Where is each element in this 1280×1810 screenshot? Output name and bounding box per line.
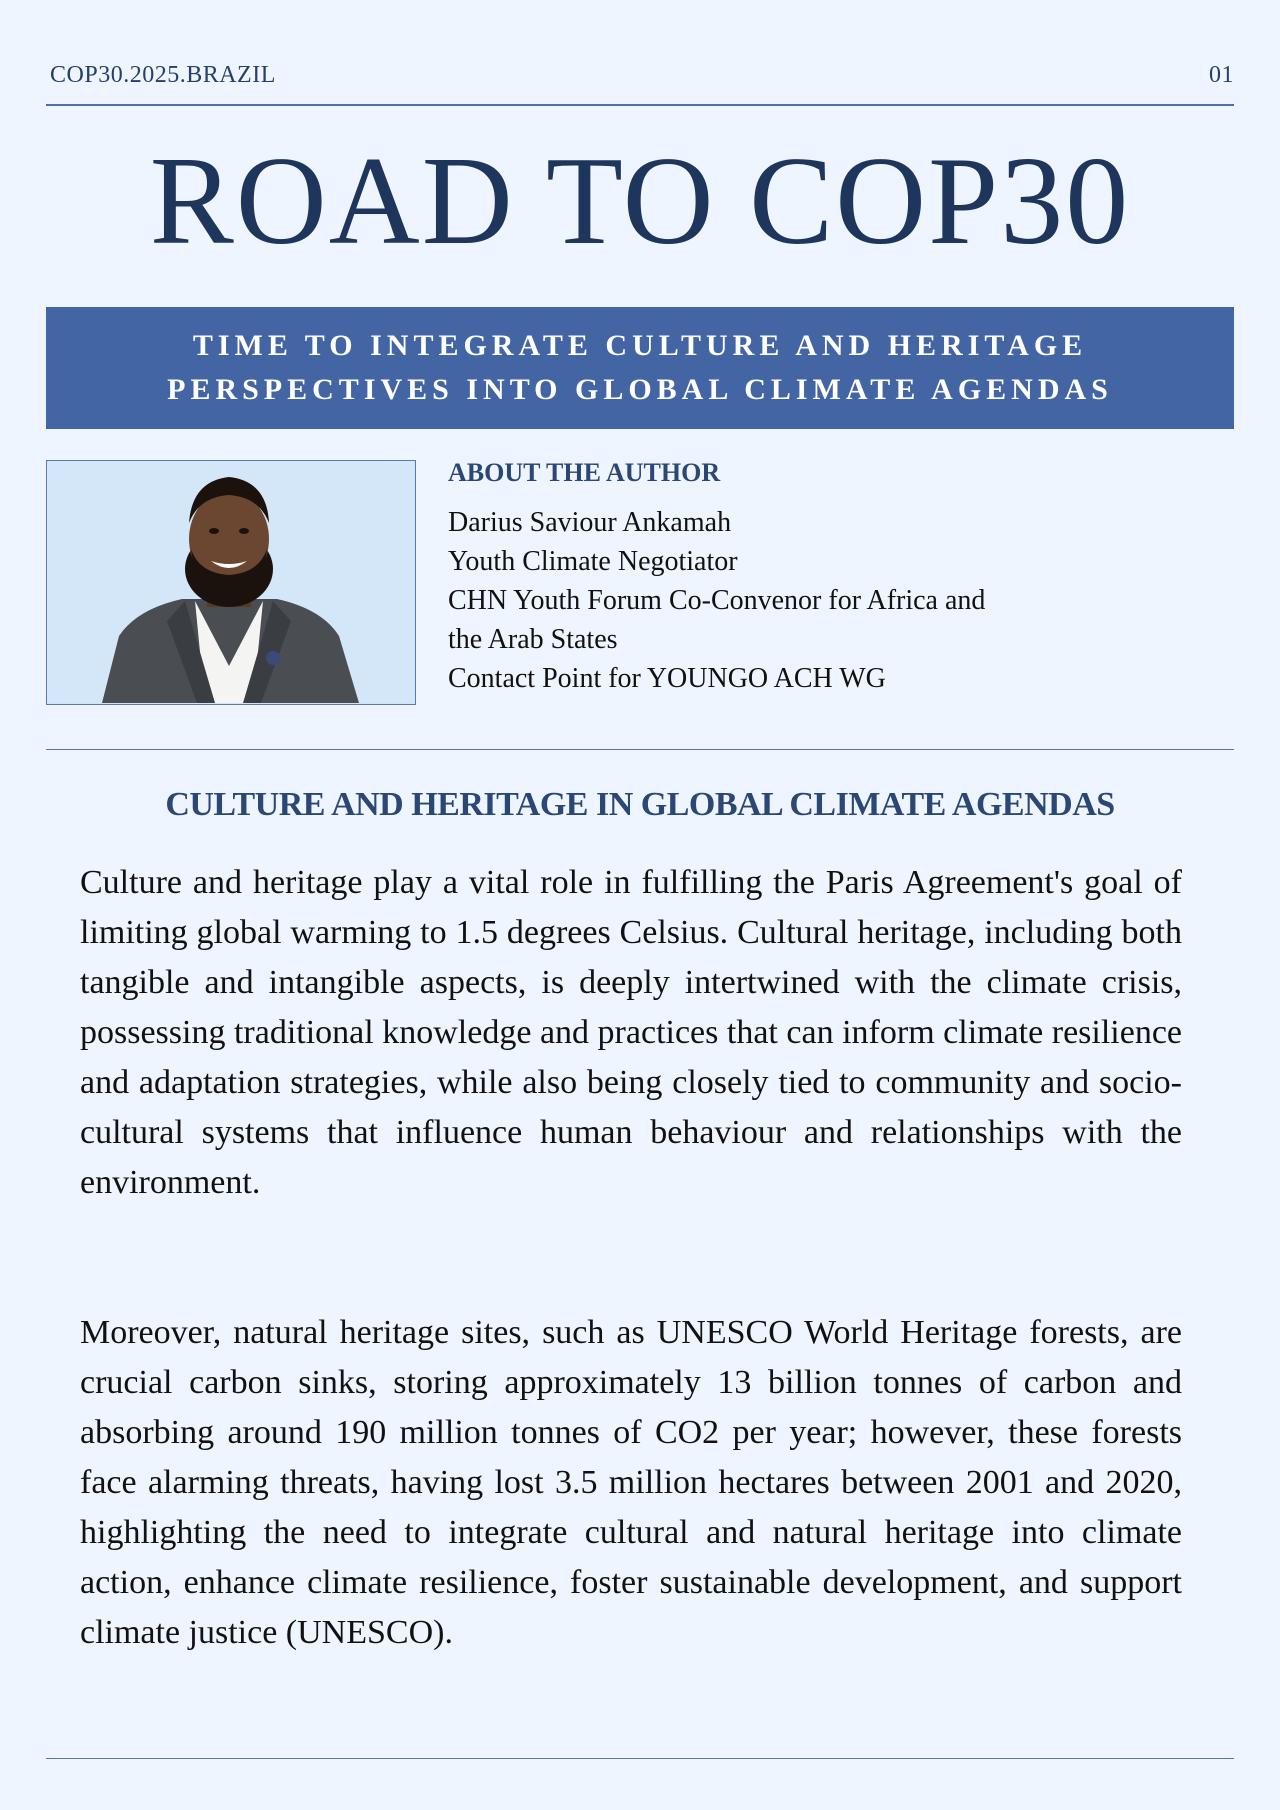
author-role: Youth Climate Negotiator [448,546,738,577]
author-portrait-image [47,461,414,703]
event-code: COP30.2025.BRAZIL [50,61,276,88]
author-contact-role: Contact Point for YOUNGO ACH WG [448,663,886,694]
section-heading: CULTURE AND HERITAGE IN GLOBAL CLIMATE AGENDAS [165,786,1115,823]
page-title: ROAD TO COP30 [149,132,1131,271]
body-paragraph: Culture and heritage play a vital role in fulfilling the Paris Agreement's goal of limiting global warming to 1.5 degrees Celsius. Cultural heritage, including both tangible and intangible aspects, is deeply intertwined with the climate crisis, possessing traditional knowledge and practices that can inform climate resilience and adaptation strategies, while also being closely tied to community and socio-cultural systems that influence human behaviour and relationships with the environment. [80,864,1182,1201]
banner-line-2: PERSPECTIVES INTO GLOBAL CLIMATE AGENDAS [167,373,1113,406]
subtitle-banner [46,307,1234,429]
footer-divider [46,1758,1234,1759]
body-paragraph: Moreover, natural heritage sites, such as UNESCO World Heritage forests, are crucial carbon sinks, storing approximately 13 billion tonnes of carbon and absorbing around 190 million tonnes of CO2 per year; however, these forests face alarming threats, having lost 3.5 million hectares between 2001 and 2020, highlighting the need to integrate cultural and natural heritage into climate action, enhance climate resilience, foster sustainable development, and support climate justice (UNESCO). [80,1314,1182,1651]
author-affiliation: CHN Youth Forum Co-Convenor for Africa and [448,585,986,616]
author-photo [46,460,416,705]
about-author-heading: ABOUT THE AUTHOR [448,458,721,487]
header-divider [46,104,1234,106]
author-affiliation-cont: the Arab States [448,624,618,655]
page-number: 01 [1209,61,1234,88]
about-author [448,455,1248,698]
banner-line-1: TIME TO INTEGRATE CULTURE AND HERITAGE [192,329,1088,362]
author-name: Darius Saviour Ankamah [448,507,732,538]
author-divider [46,749,1234,750]
page-header [50,60,1234,90]
